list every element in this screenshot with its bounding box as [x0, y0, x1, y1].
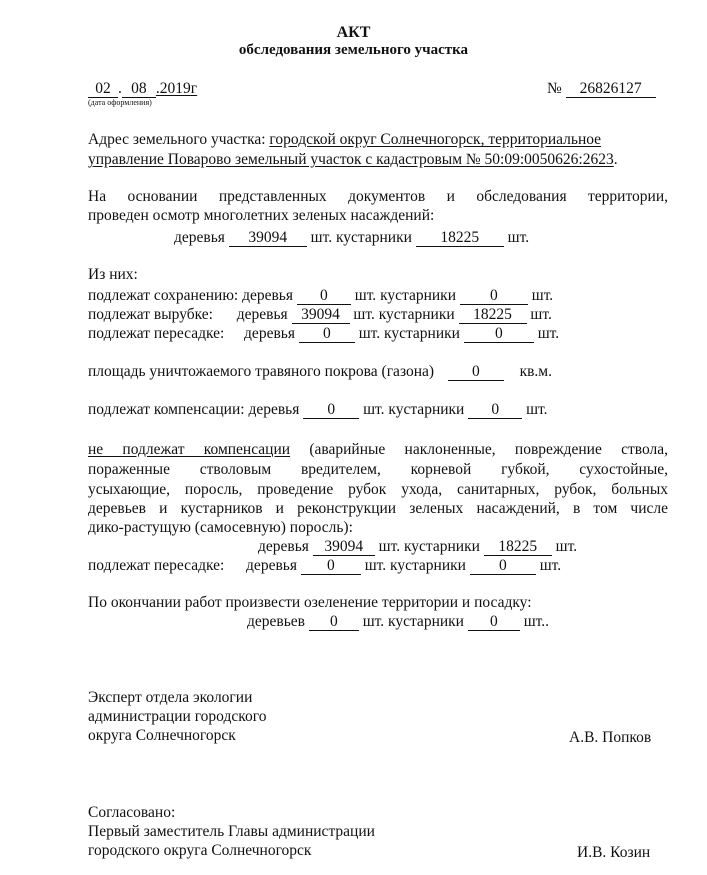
no-compensation-totals: деревья 39094 шт. кустарники 18225 шт. [258, 538, 578, 555]
lawn-area: 0 [448, 364, 504, 381]
no-compensation-line-3: усыхающие, поросль, проведение рубок ухода, санитарных, рубок, больных [88, 481, 668, 498]
no-compensation-line-1: не подлежат компенсации (аварийные наклоненные, повреждение ствола, [88, 441, 669, 458]
lawn-row: площадь уничтожаемого травяного покрова (газона) 0 кв.м. [88, 363, 552, 380]
compensation-trees: 0 [303, 402, 359, 419]
transplant-trees: 0 [299, 326, 355, 343]
no-compensation-label: не подлежат компенсации [88, 441, 291, 458]
deputy-line-1: Первый заместитель Главы администрации [88, 823, 375, 840]
no-compensation-transplant-row: подлежат пересадке: деревья 0 шт. кустарники 0 шт. [88, 557, 562, 574]
date-year: .2019г [155, 80, 198, 97]
document-number [547, 80, 656, 98]
greening-shrubs: 0 [468, 614, 520, 631]
of-them-label: Из них: [88, 266, 138, 283]
document-subtitle: обследования земельного участка [238, 42, 469, 58]
preserve-shrubs: 0 [460, 288, 528, 305]
expert-line-3: округа Солнечногорск [88, 727, 236, 744]
greening-line: По окончании работ произвести озеленение территории и посадку: [88, 594, 532, 611]
number-value: 26826127 [566, 81, 656, 98]
total-shrubs: 18225 [416, 230, 504, 247]
no-compensation-trees: 39094 [313, 539, 375, 556]
expert-line-1: Эксперт отдела экологии [88, 689, 253, 706]
expert-line-2: администрации городского [88, 708, 267, 725]
no-compensation-transplant-trees: 0 [301, 558, 361, 575]
address-label: Адрес земельного участка: [88, 131, 266, 148]
date-month: 08 [122, 81, 156, 98]
cut-trees: 39094 [292, 307, 350, 324]
survey-line-2: проведен осмотр многолетних зеленых насаждений: [88, 207, 435, 224]
compensation-shrubs: 0 [468, 402, 522, 419]
document-date: 02 . 08 .2019г [88, 80, 197, 98]
address-value-2: управление Поварово земельный участок с кадастровым № 50:09:0050626:2623 [88, 151, 614, 168]
survey-totals: деревья 39094 шт. кустарники 18225 шт. [174, 229, 530, 246]
date-caption: (дата оформления) [88, 98, 152, 107]
address-line-2: управление Поварово земельный участок с кадастровым № 50:09:0050626:2623. [88, 151, 618, 168]
no-compensation-line-4: деревьев и кустарников и реконструкции зеленых насаждений, в том числе [88, 500, 668, 517]
survey-line-1: На основании представленных документов и обследования территории, [88, 188, 668, 205]
greening-trees: 0 [309, 614, 359, 631]
preserve-row: подлежат сохранению: деревья 0 шт. кустарники 0 шт. [88, 287, 554, 304]
number-label: № [547, 80, 562, 97]
address-value-1: городской округ Солнечногорск, территориальное [269, 131, 602, 148]
preserve-trees: 0 [297, 288, 351, 305]
no-compensation-line-5: дико-растущую (самосевную) поросль): [88, 519, 353, 536]
transplant-row: подлежат пересадке: деревья 0 шт. кустарники 0 шт. [88, 325, 560, 342]
compensation-row: подлежат компенсации: деревья 0 шт. кустарники 0 шт. [88, 401, 548, 418]
deputy-name: И.В. Козин [577, 844, 651, 861]
expert-name: А.В. Попков [569, 729, 652, 746]
no-compensation-shrubs: 18225 [484, 539, 552, 556]
cut-shrubs: 18225 [459, 307, 527, 324]
date-day: 02 [88, 81, 118, 98]
greening-totals: деревьев 0 шт. кустарники 0 шт.. [247, 613, 550, 630]
cut-row: подлежат вырубке: деревья 39094 шт. кустарники 18225 шт. [88, 306, 552, 323]
no-compensation-transplant-shrubs: 0 [470, 558, 536, 575]
deputy-line-2: городского округа Солнечногорск [88, 842, 312, 859]
transplant-shrubs: 0 [464, 326, 534, 343]
document-title: АКТ [336, 24, 371, 41]
total-trees: 39094 [229, 230, 307, 247]
agreed-label: Согласовано: [88, 804, 176, 821]
address-line-1 [88, 131, 601, 149]
no-compensation-line-2: пораженные стволовым вредителем, корневой губкой, сухостойные, [88, 461, 668, 478]
